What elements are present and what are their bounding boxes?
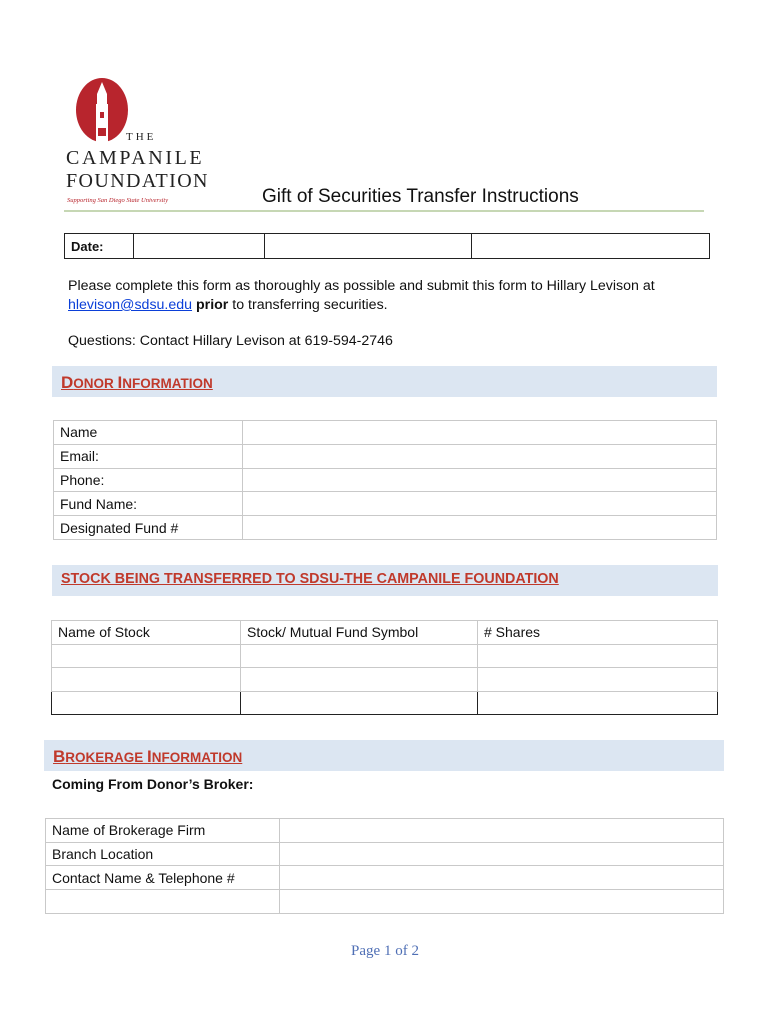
- table-row: [54, 444, 717, 468]
- donor-input-fund-number[interactable]: [243, 516, 717, 540]
- broker-label-contact: Contact Name & Telephone #: [46, 866, 280, 890]
- stock-header-shares: # Shares: [478, 621, 718, 645]
- stock-header-symbol: Stock/ Mutual Fund Symbol: [241, 621, 478, 645]
- table-row: [52, 644, 718, 668]
- date-field-2[interactable]: [265, 234, 472, 259]
- stock-cell[interactable]: [52, 691, 241, 715]
- date-label: Date:: [65, 234, 134, 259]
- table-row: [54, 492, 717, 516]
- logo-tagline: Supporting San Diego State University: [67, 197, 169, 204]
- donor-table: [53, 420, 717, 540]
- table-row: [46, 842, 724, 866]
- intro-text: Please complete this form as thoroughly as possible and submit this form to Hillary Levison at: [68, 278, 655, 294]
- broker-section-title: BROKERAGE INFORMATION: [53, 747, 243, 766]
- stock-cell[interactable]: [241, 691, 478, 715]
- table-row: [52, 691, 718, 715]
- broker-input-extra[interactable]: [280, 890, 724, 914]
- table-row: [54, 468, 717, 492]
- broker-input-firm[interactable]: [280, 819, 724, 843]
- stock-section-title: STOCK BEING TRANSFERRED TO SDSU-THE CAMPANILE FOUNDATION: [61, 571, 559, 587]
- logo-campanile: CAMPANILE: [66, 147, 205, 169]
- table-row: [54, 516, 717, 540]
- donor-label-fund-name: Fund Name:: [54, 492, 243, 516]
- broker-subtitle: Coming From Donor’s Broker:: [52, 776, 254, 792]
- stock-table: [51, 620, 718, 715]
- intro-paragraph: [68, 277, 708, 315]
- intro-bold: prior: [196, 297, 229, 313]
- email-link[interactable]: hlevison@sdsu.edu: [68, 297, 193, 313]
- broker-input-branch[interactable]: [280, 842, 724, 866]
- table-row: [52, 621, 718, 645]
- document-title: Gift of Securities Transfer Instructions: [262, 186, 579, 207]
- table-row: [52, 668, 718, 692]
- stock-cell[interactable]: [478, 644, 718, 668]
- intro-text-after: to transferring securities.: [228, 297, 388, 313]
- stock-cell[interactable]: [241, 644, 478, 668]
- donor-input-fund-name[interactable]: [243, 492, 717, 516]
- stock-cell[interactable]: [52, 668, 241, 692]
- broker-input-contact[interactable]: [280, 866, 724, 890]
- donor-input-name[interactable]: [243, 421, 717, 445]
- stock-cell[interactable]: [241, 668, 478, 692]
- questions-text: Questions: Contact Hillary Levison at 619-594-2746: [68, 333, 393, 349]
- broker-label-branch: Branch Location: [46, 842, 280, 866]
- date-table: [64, 233, 710, 259]
- donor-input-email[interactable]: [243, 444, 717, 468]
- donor-label-phone: Phone:: [54, 468, 243, 492]
- table-row: [46, 890, 724, 914]
- donor-input-phone[interactable]: [243, 468, 717, 492]
- table-row: [46, 866, 724, 890]
- stock-header-name: Name of Stock: [52, 621, 241, 645]
- table-row: [46, 819, 724, 843]
- page-number: Page 1 of 2: [351, 943, 419, 959]
- logo-tower-icon: [96, 104, 108, 144]
- date-field-3[interactable]: [472, 234, 710, 259]
- stock-cell[interactable]: [478, 668, 718, 692]
- date-field-1[interactable]: [134, 234, 265, 259]
- stock-cell[interactable]: [478, 691, 718, 715]
- donor-section-title: DONOR INFORMATION: [61, 373, 213, 392]
- broker-label-firm: Name of Brokerage Firm: [46, 819, 280, 843]
- broker-label-extra: [46, 890, 280, 914]
- broker-table: [45, 818, 724, 914]
- campanile-foundation-logo: [64, 76, 214, 211]
- donor-label-name: Name: [54, 421, 243, 445]
- table-row: [54, 421, 717, 445]
- logo-the: THE: [126, 131, 157, 143]
- title-divider: [64, 210, 704, 212]
- stock-cell[interactable]: [52, 644, 241, 668]
- logo-foundation: FOUNDATION: [66, 170, 209, 192]
- donor-label-email: Email:: [54, 444, 243, 468]
- donor-label-fund-number: Designated Fund #: [54, 516, 243, 540]
